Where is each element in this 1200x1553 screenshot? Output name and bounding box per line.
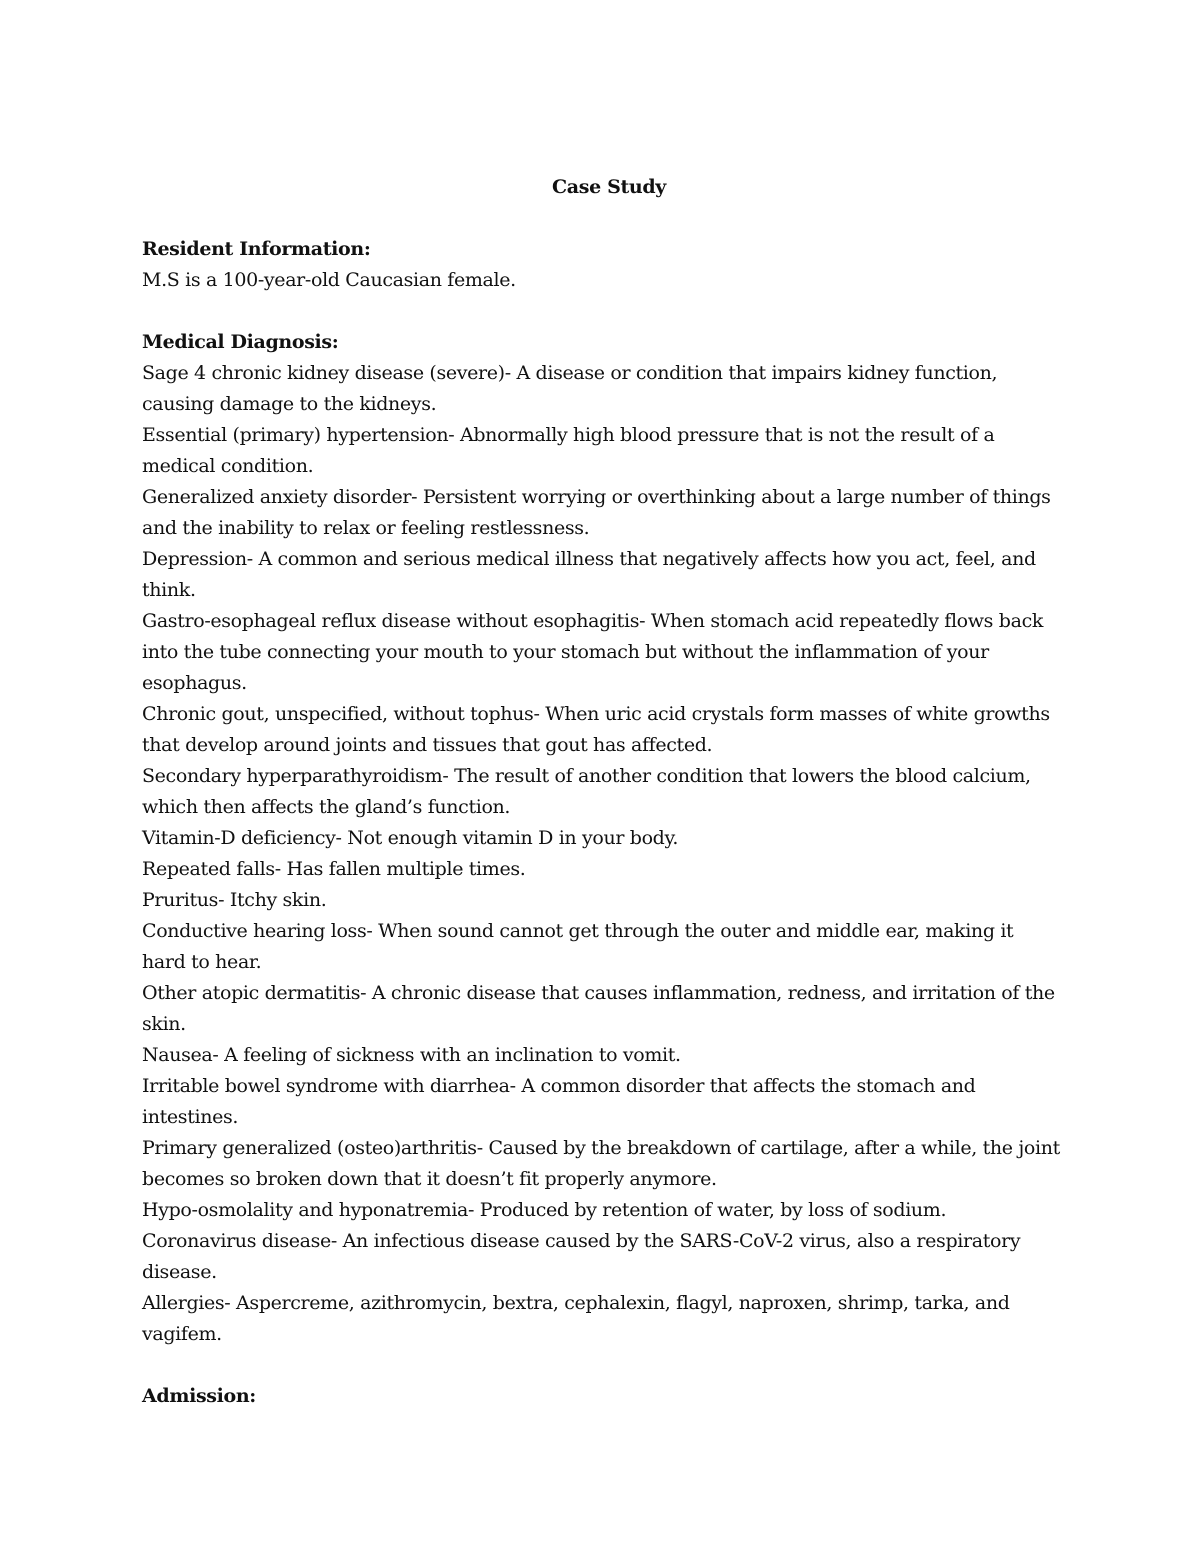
diagnosis-item: Essential (primary) hypertension- Abnormally high blood pressure that is not the result of a medical condition. bbox=[142, 424, 995, 477]
resident-information-heading: Resident Information: bbox=[142, 238, 371, 260]
medical-diagnosis-heading: Medical Diagnosis: bbox=[142, 331, 339, 353]
diagnosis-item: Nausea- A feeling of sickness with an inclination to vomit. bbox=[142, 1044, 681, 1066]
document-title: Case Study bbox=[552, 176, 666, 198]
diagnosis-item: Primary generalized (osteo)arthritis- Caused by the breakdown of cartilage, after a while, the joint becomes so broken down that it doesn’t fit properly anymore. bbox=[142, 1137, 1060, 1190]
diagnosis-item: Gastro-esophageal reflux disease without esophagitis- When stomach acid repeatedly flows back into the tube connecting your mouth to your stomach but without the inflammation of your esophagus. bbox=[142, 610, 1044, 694]
diagnosis-item: Hypo-osmolality and hyponatremia- Produced by retention of water, by loss of sodium. bbox=[142, 1199, 947, 1221]
diagnosis-item: Repeated falls- Has fallen multiple times. bbox=[142, 858, 526, 880]
diagnosis-item: Other atopic dermatitis- A chronic disease that causes inflammation, redness, and irritation of the skin. bbox=[142, 982, 1055, 1035]
resident-information-text: M.S is a 100-year-old Caucasian female. bbox=[142, 269, 516, 291]
spacer bbox=[142, 1350, 1062, 1381]
spacer bbox=[142, 203, 1062, 234]
diagnosis-item: Sage 4 chronic kidney disease (severe)- A disease or condition that impairs kidney function, causing damage to the kidneys. bbox=[142, 362, 998, 415]
diagnosis-item: Pruritus- Itchy skin. bbox=[142, 889, 327, 911]
diagnosis-item: Vitamin-D deficiency- Not enough vitamin D in your body. bbox=[142, 827, 679, 849]
diagnosis-item: Chronic gout, unspecified, without tophus- When uric acid crystals form masses of white growths that develop around joints and tissues that gout has affected. bbox=[142, 703, 1050, 756]
diagnosis-item: Irritable bowel syndrome with diarrhea- A common disorder that affects the stomach and intestines. bbox=[142, 1075, 976, 1128]
admission-heading: Admission: bbox=[142, 1385, 256, 1407]
diagnosis-item: Conductive hearing loss- When sound cannot get through the outer and middle ear, making it hard to hear. bbox=[142, 920, 1014, 973]
spacer bbox=[142, 296, 1062, 327]
diagnosis-item: Coronavirus disease- An infectious disease caused by the SARS-CoV-2 virus, also a respiratory disease. bbox=[142, 1230, 1021, 1283]
diagnosis-item: Generalized anxiety disorder- Persistent worrying or overthinking about a large number of things and the inability to relax or feeling restlessness. bbox=[142, 486, 1051, 539]
diagnosis-item: Depression- A common and serious medical illness that negatively affects how you act, feel, and think. bbox=[142, 548, 1036, 601]
diagnosis-item: Allergies- Aspercreme, azithromycin, bextra, cephalexin, flagyl, naproxen, shrimp, tarka, and vagifem. bbox=[142, 1292, 1010, 1345]
document-body bbox=[142, 172, 1062, 1412]
diagnosis-item: Secondary hyperparathyroidism- The result of another condition that lowers the blood calcium, which then affects the gland’s function. bbox=[142, 765, 1031, 818]
